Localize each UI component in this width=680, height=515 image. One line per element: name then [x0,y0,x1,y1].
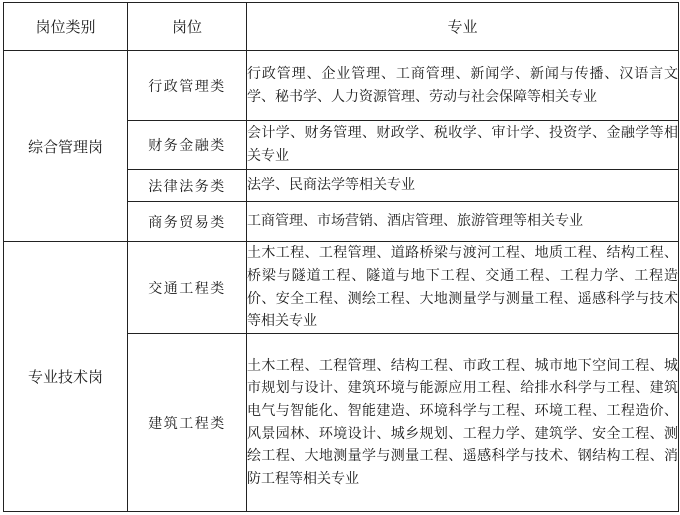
position-cell: 商务贸易类 [128,202,247,242]
header-position: 岗位 [128,3,247,51]
majors-table [3,2,679,512]
major-cell: 行政管理、企业管理、工商管理、新闻学、新闻与传播、汉语言文学、秘书学、人力资源管理、劳动与社会保障等相关专业 [247,51,679,121]
major-cell: 会计学、财务管理、财政学、税收学、审计学、投资学、金融学等相关专业 [247,121,679,170]
major-cell: 土木工程、工程管理、结构工程、市政工程、城市地下空间工程、城市规划与设计、建筑环境与能源应用工程、给排水科学与工程、建筑电气与智能化、智能建造、环境科学与工程、环境工程、工程造价、风景园林、环境设计、城乡规划、工程力学、建筑学、安全工程、测绘工程、大地测量学与测量工程、遥感科学与技术、钢结构工程、消防工程等相关专业 [247,334,679,512]
table-row [4,242,679,334]
major-cell: 法学、民商法学等相关专业 [247,170,679,202]
major-cell: 工商管理、市场营销、酒店管理、旅游管理等相关专业 [247,202,679,242]
category-cell: 综合管理岗 [4,51,128,242]
position-cell: 法律法务类 [128,170,247,202]
header-major: 专业 [247,3,679,51]
position-cell: 财务金融类 [128,121,247,170]
header-row [4,3,679,51]
header-category: 岗位类别 [4,3,128,51]
position-cell: 建筑工程类 [128,334,247,512]
category-cell: 专业技术岗 [4,242,128,512]
position-cell: 行政管理类 [128,51,247,121]
table-row [4,51,679,121]
position-cell: 交通工程类 [128,242,247,334]
major-cell: 土木工程、工程管理、道路桥梁与渡河工程、地质工程、结构工程、桥梁与隧道工程、隧道与地下工程、交通工程、工程力学、工程造价、安全工程、测绘工程、大地测量学与测量工程、遥感科学与技术等相关专业 [247,242,679,334]
